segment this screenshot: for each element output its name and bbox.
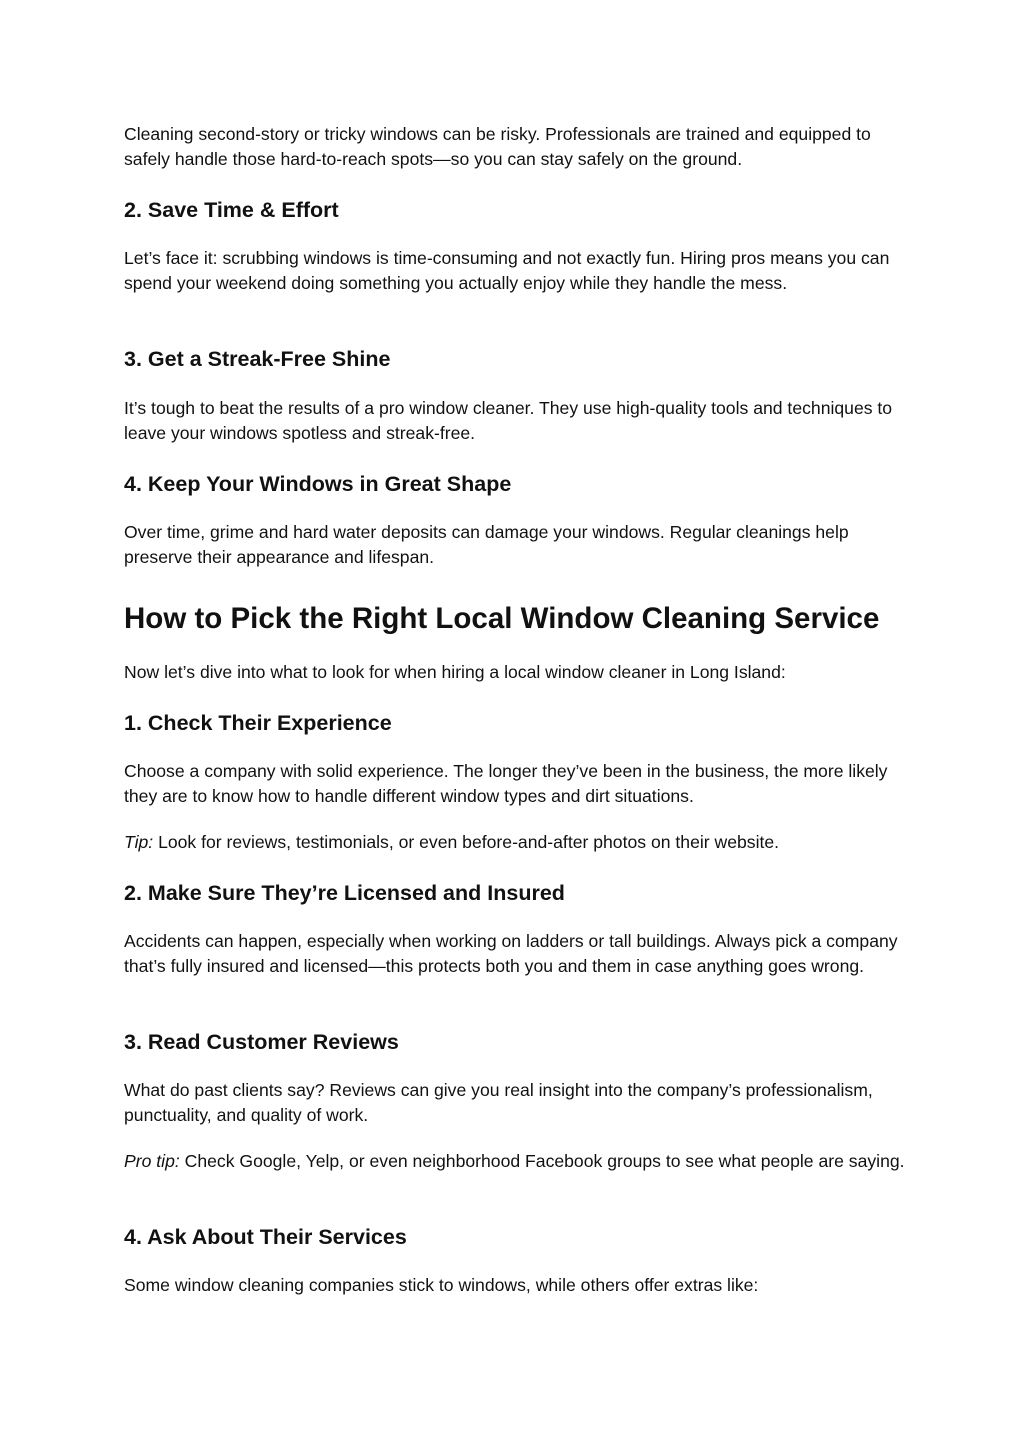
paragraph-save-time: Let’s face it: scrubbing windows is time-consuming and not exactly fun. Hiring pros means you can spend your weekend doing something you actually enjoy while they handle the mess. bbox=[124, 248, 890, 293]
pro-tip-reviews bbox=[124, 1149, 914, 1174]
heading-experience: 1. Check Their Experience bbox=[124, 711, 392, 735]
section-intro: Now let’s dive into what to look for when hiring a local window cleaner in Long Island: bbox=[124, 662, 786, 682]
pro-tip-label: Pro tip: bbox=[124, 1151, 180, 1171]
safety-paragraph: Cleaning second-story or tricky windows can be risky. Professionals are trained and equipped to safely handle those hard-to-reach spots—so you can stay safely on the ground. bbox=[124, 124, 871, 169]
tip-text: Look for reviews, testimonials, or even before-and-after photos on their website. bbox=[153, 832, 780, 852]
tip-label: Tip: bbox=[124, 832, 154, 852]
paragraph-streak-free: It’s tough to beat the results of a pro window cleaner. They use high-quality tools and techniques to leave your windows spotless and streak-free. bbox=[124, 398, 893, 443]
heading-licensed: 2. Make Sure They’re Licensed and Insured bbox=[124, 881, 565, 905]
heading-save-time: 2. Save Time & Effort bbox=[124, 198, 339, 222]
section-title: How to Pick the Right Local Window Cleaning Service bbox=[124, 602, 880, 635]
paragraph-experience: Choose a company with solid experience. The longer they’ve been in the business, the more likely they are to know how to handle different window types and dirt situations. bbox=[124, 761, 888, 806]
heading-reviews: 3. Read Customer Reviews bbox=[124, 1030, 399, 1054]
paragraph-great-shape: Over time, grime and hard water deposits can damage your windows. Regular cleanings help preserve their appearance and lifespan. bbox=[124, 522, 849, 567]
tip-experience bbox=[124, 830, 914, 855]
heading-streak-free: 3. Get a Streak-Free Shine bbox=[124, 347, 391, 371]
heading-great-shape: 4. Keep Your Windows in Great Shape bbox=[124, 472, 512, 496]
paragraph-reviews: What do past clients say? Reviews can give you real insight into the company’s professionalism, punctuality, and quality of work. bbox=[124, 1080, 873, 1125]
pro-tip-text: Check Google, Yelp, or even neighborhood Facebook groups to see what people are saying. bbox=[179, 1151, 905, 1171]
paragraph-licensed: Accidents can happen, especially when working on ladders or tall buildings. Always pick a company that’s fully insured and licensed—this protects both you and them in case anything goes wrong. bbox=[124, 931, 898, 976]
paragraph-services: Some window cleaning companies stick to windows, while others offer extras like: bbox=[124, 1275, 759, 1295]
heading-services: 4. Ask About Their Services bbox=[124, 1225, 407, 1249]
